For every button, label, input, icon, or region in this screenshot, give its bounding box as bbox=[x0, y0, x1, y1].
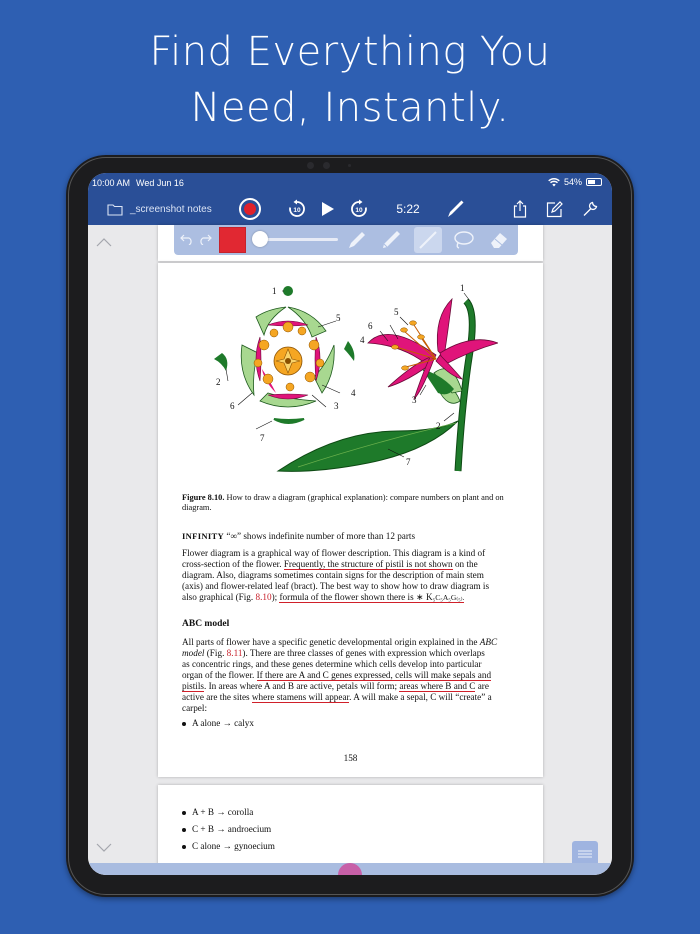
skip-forward-icon bbox=[349, 199, 369, 219]
abc-l2-a: (Fig. bbox=[204, 648, 227, 658]
highlight-stamens: where stamens will appear bbox=[251, 692, 350, 702]
skip-back-seconds: 10 bbox=[293, 207, 301, 214]
bullet-text: A + B → corolla bbox=[192, 807, 254, 817]
abc-line-2 bbox=[182, 648, 485, 659]
abc-l6-a: active are the sites bbox=[182, 692, 252, 702]
infinity-line bbox=[182, 531, 415, 542]
headline-line-2: Need, Instantly. bbox=[190, 85, 510, 131]
ipad-screen bbox=[88, 173, 612, 875]
figure-caption bbox=[182, 493, 522, 514]
bullet-dot bbox=[182, 845, 186, 849]
pen-tool-icon[interactable] bbox=[346, 229, 368, 251]
abc-line-7: carpel: bbox=[182, 703, 207, 713]
figure-label-13: 2 bbox=[436, 421, 441, 431]
undo-icon[interactable] bbox=[180, 233, 194, 245]
caption-text: How to draw a diagram (graphical explanation): compare numbers on plant and on diagram. bbox=[182, 493, 504, 513]
abc-line-4 bbox=[182, 670, 491, 681]
p1-l5-f: ₅C₅A₅G₍₅₎. bbox=[432, 593, 465, 602]
abc-line-5 bbox=[182, 681, 489, 692]
list-icon bbox=[577, 850, 593, 858]
color-swatch[interactable] bbox=[219, 227, 246, 253]
paragraph-1-line-2 bbox=[182, 559, 478, 570]
abc-model-heading: ABC model bbox=[182, 619, 230, 629]
highlight-b-c-areas: areas where B and C bbox=[399, 681, 476, 691]
headline-line-1: Find Everything You bbox=[149, 29, 551, 75]
status-right bbox=[548, 177, 602, 187]
figure-label-6: 3 bbox=[334, 401, 339, 411]
list-item bbox=[182, 718, 254, 728]
figure-label-2: 5 bbox=[336, 313, 341, 323]
p1-l5-u: formula of the flower shown there is ∗ K bbox=[279, 592, 433, 602]
figure-label-4: 4 bbox=[351, 388, 356, 398]
caption-label: Figure 8.10. bbox=[182, 493, 225, 502]
bullet-dot bbox=[182, 828, 186, 832]
abc-l2-i: model bbox=[182, 648, 205, 658]
edit-icon bbox=[546, 201, 563, 218]
dock-indicator bbox=[338, 863, 362, 875]
figure-label-9: 6 bbox=[368, 321, 373, 331]
battery-percent: 54% bbox=[563, 177, 582, 187]
infinity-label: INFINITY bbox=[182, 531, 225, 541]
list-item bbox=[182, 841, 275, 851]
figure-ref-8-10[interactable]: 8.10 bbox=[255, 592, 272, 602]
abc-l1-a: All parts of flower have a specific genetic developmental origin explained in the bbox=[182, 637, 480, 647]
paragraph-1-line-4: (axis) and flower-related leaf (bract). The best way to show how to draw diagram is bbox=[182, 581, 490, 591]
figure-label-5: 6 bbox=[230, 401, 235, 411]
pen-button[interactable] bbox=[444, 193, 466, 225]
abc-l4-a: organ of the flower. bbox=[182, 670, 257, 680]
share-button[interactable] bbox=[510, 193, 530, 225]
skip-back-button[interactable] bbox=[286, 193, 308, 225]
abc-l2-b: ). There are three classes of genes with expression which overlaps bbox=[242, 648, 485, 658]
right-gutter bbox=[572, 225, 612, 875]
pen-icon bbox=[445, 199, 465, 219]
record-button[interactable] bbox=[238, 193, 262, 225]
bullet-text: A alone → calyx bbox=[192, 718, 254, 728]
battery-icon bbox=[586, 178, 602, 186]
abc-l6-b: . A will make a sepal, C will “create” a bbox=[349, 692, 492, 702]
abc-line-1 bbox=[182, 637, 497, 648]
line-tool-icon bbox=[417, 229, 439, 251]
figure-label-10: 1 bbox=[460, 283, 465, 293]
p1-l5-a: also graphical (Fig. bbox=[182, 592, 256, 602]
bullet-dot bbox=[182, 722, 186, 726]
folder-name[interactable]: _screenshot notes bbox=[130, 203, 212, 215]
highlight-pistil-not-shown: Frequently, the structure of pistil is not shown bbox=[283, 559, 453, 569]
abc-line-3: as concentric rings, and these genes determine which cells develop into particular bbox=[182, 659, 482, 669]
abc-line-6 bbox=[182, 692, 492, 703]
p1-l5-b: ); bbox=[271, 592, 280, 602]
light-sensor-dot bbox=[348, 164, 351, 167]
list-item bbox=[182, 824, 271, 834]
eraser-icon[interactable] bbox=[488, 230, 510, 250]
status-bar bbox=[88, 173, 612, 193]
p1-l2-b: on the bbox=[452, 559, 478, 569]
bullet-text: C alone → gynoecium bbox=[192, 841, 275, 851]
annotation-toolbar bbox=[174, 225, 518, 255]
headline bbox=[0, 24, 700, 136]
skip-forward-button[interactable] bbox=[348, 193, 370, 225]
lasso-icon[interactable] bbox=[452, 230, 476, 250]
bullet-text: C + B → androecium bbox=[192, 824, 272, 834]
play-icon bbox=[321, 201, 335, 217]
fountain-pen-icon[interactable] bbox=[380, 229, 402, 251]
figure-label-1: 1 bbox=[272, 286, 277, 296]
scroll-down-icon[interactable] bbox=[96, 843, 112, 853]
paragraph-1-line-1: Flower diagram is a graphical way of flower description. This diagram is a kind of bbox=[182, 548, 486, 558]
wrench-icon bbox=[582, 201, 598, 217]
play-button[interactable] bbox=[318, 193, 338, 225]
left-gutter bbox=[88, 225, 120, 875]
edit-button[interactable] bbox=[544, 193, 564, 225]
bottom-dock bbox=[88, 863, 612, 875]
status-date: Wed Jun 16 bbox=[136, 178, 184, 188]
abc-l5-a: . In areas where A and B are active, petals will form; bbox=[203, 681, 400, 691]
status-time: 10:00 AM bbox=[92, 178, 131, 188]
paragraph-1-line-3: diagram. Also, diagrams sometimes contain signs for the description of main stem bbox=[182, 570, 484, 580]
redo-icon[interactable] bbox=[198, 233, 212, 245]
figure-label-3: 2 bbox=[216, 377, 221, 387]
wifi-icon bbox=[548, 178, 560, 187]
floral-diagram bbox=[214, 286, 356, 443]
figure-label-7: 7 bbox=[260, 433, 265, 443]
figure-label-8: 5 bbox=[394, 307, 399, 317]
nav-bar bbox=[88, 193, 612, 225]
figure-label-12: 3 bbox=[412, 395, 417, 405]
highlight-flower-formula bbox=[279, 592, 464, 603]
slider-knob[interactable] bbox=[252, 231, 268, 247]
share-icon bbox=[513, 200, 527, 218]
flower-diagram-figure bbox=[208, 281, 498, 481]
figure-label-11: 4 bbox=[360, 335, 365, 345]
skip-back-icon bbox=[287, 199, 307, 219]
scroll-up-icon[interactable] bbox=[96, 237, 112, 247]
highlight-a-c-genes: If there are A and C genes expressed, cells will make sepals and bbox=[256, 670, 492, 680]
stroke-width-slider[interactable] bbox=[254, 238, 338, 241]
p1-l2-a: cross-section of the flower. bbox=[182, 559, 284, 569]
camera-dot bbox=[323, 162, 330, 169]
highlight-pistils: pistils bbox=[182, 681, 204, 691]
settings-button[interactable] bbox=[580, 193, 600, 225]
list-item bbox=[182, 807, 253, 817]
figure-label-14: 7 bbox=[406, 457, 411, 467]
paragraph-1-line-5 bbox=[182, 592, 464, 603]
document-page bbox=[158, 263, 543, 777]
infinity-text: “∞” shows indefinite number of more than 12 parts bbox=[226, 531, 416, 541]
abc-l1-i: ABC bbox=[479, 637, 498, 647]
abc-l5-b: are bbox=[475, 681, 489, 691]
sensor-dot bbox=[307, 162, 314, 169]
recording-timer: 5:22 bbox=[396, 202, 420, 216]
page-number: 158 bbox=[343, 753, 358, 763]
skip-forward-seconds: 10 bbox=[355, 207, 363, 214]
highlighter-tool[interactable] bbox=[414, 227, 442, 253]
next-page bbox=[158, 785, 543, 875]
bullet-dot bbox=[182, 811, 186, 815]
figure-ref-8-11[interactable]: 8.11 bbox=[226, 648, 243, 658]
record-icon bbox=[239, 198, 261, 220]
folder-icon[interactable] bbox=[106, 193, 124, 225]
